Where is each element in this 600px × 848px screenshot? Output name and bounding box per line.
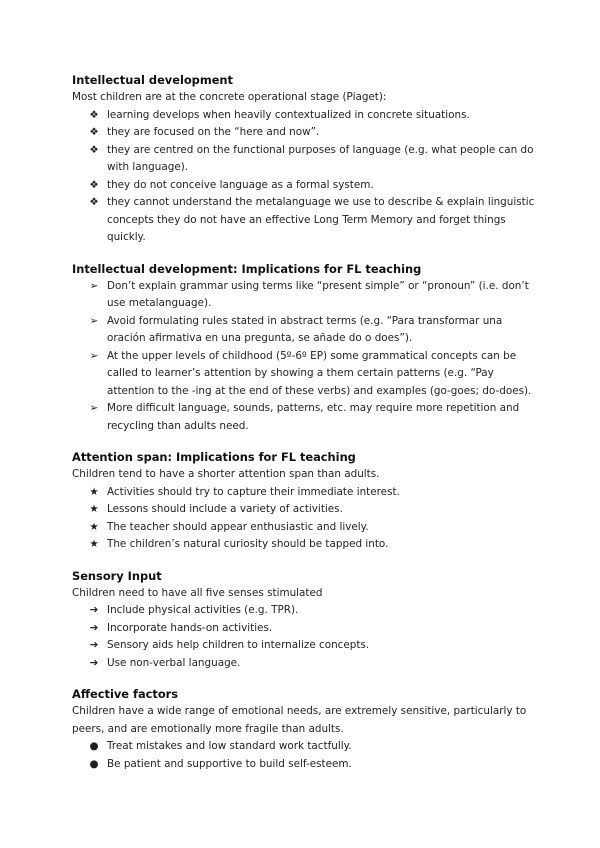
- list-item: [72, 738, 540, 756]
- section-heading: Affective factors: [72, 687, 179, 701]
- arrow-bullet-icon: ➔: [89, 604, 99, 616]
- list-item-text: More difficult language, sounds, patterns, etc. may require more repetition and recycling than adults need.: [107, 402, 520, 432]
- section-intro: Children have a wide range of emotional needs, are extremely sensitive, particularly to peers, and are emotionally more fragile than adults.: [72, 705, 527, 735]
- star-bullet-icon: ★: [89, 485, 99, 498]
- bullet-list: [72, 278, 540, 436]
- section-heading: Intellectual development: [72, 73, 233, 87]
- list-item-text: Incorporate hands-on activities.: [107, 621, 273, 634]
- arrow-bullet-icon: ➔: [89, 621, 99, 634]
- list-item-text: Be patient and supportive to build self-esteem.: [107, 757, 352, 770]
- arrowhead-bullet-icon: ➢: [89, 279, 99, 292]
- diamond-cross-bullet-icon: ❖: [89, 196, 99, 208]
- list-item: [72, 313, 540, 348]
- list-item: [72, 519, 540, 537]
- list-item: [72, 756, 540, 774]
- section-heading: Attention span: Implications for FL teaching: [72, 450, 356, 464]
- bullet-list: [72, 107, 540, 247]
- arrowhead-bullet-icon: ➢: [89, 349, 99, 362]
- list-item-text: learning develops when heavily contextualized in concrete situations.: [107, 108, 470, 121]
- list-item-text: Lessons should include a variety of activities.: [107, 503, 343, 515]
- list-item: [72, 536, 540, 554]
- diamond-cross-bullet-icon: ❖: [89, 178, 99, 191]
- arrowhead-bullet-icon: ➢: [89, 402, 99, 414]
- diamond-cross-bullet-icon: ❖: [89, 108, 99, 121]
- dot-bullet-icon: ●: [89, 740, 99, 752]
- section-attention-span: [72, 449, 540, 554]
- star-bullet-icon: ★: [89, 520, 99, 533]
- list-item: [72, 142, 540, 177]
- section-affective-factors: [72, 686, 540, 773]
- list-item-text: Activities should try to capture their immediate interest.: [107, 485, 400, 498]
- list-item-text: The children’s natural curiosity should be tapped into.: [107, 538, 389, 550]
- diamond-cross-bullet-icon: ❖: [89, 143, 99, 156]
- list-item-text: Use non-verbal language.: [107, 656, 241, 669]
- section-heading: Intellectual development: Implications for FL teaching: [72, 261, 422, 276]
- arrowhead-bullet-icon: ➢: [89, 314, 99, 327]
- list-item-text: they cannot understand the metalanguage we use to describe & explain linguistic concepts they do not have an effective Long Term Memory and forget things quickly.: [107, 196, 535, 243]
- list-item-text: Sensory aids help children to internalize concepts.: [107, 639, 370, 651]
- bullet-list: [72, 484, 540, 554]
- list-item: [72, 124, 540, 142]
- bullet-list: [72, 738, 540, 773]
- star-bullet-icon: ★: [89, 538, 99, 550]
- list-item-text: Avoid formulating rules stated in abstract terms (e.g. “Para transformar una oración afirmativa en una pregunta, se añade do o does”).: [107, 314, 503, 344]
- list-item: [72, 484, 540, 502]
- list-item: [72, 602, 540, 620]
- star-bullet-icon: ★: [89, 503, 99, 515]
- dot-bullet-icon: ●: [89, 757, 99, 770]
- section-intro: Most children are at the concrete operational stage (Piaget):: [72, 91, 387, 103]
- section-intro: Children tend to have a shorter attention span than adults.: [72, 468, 380, 480]
- list-item: [72, 400, 540, 435]
- section-fl-implications: [72, 261, 540, 436]
- list-item: [72, 177, 540, 195]
- diamond-cross-bullet-icon: ❖: [89, 126, 99, 138]
- list-item-text: they do not conceive language as a formal system.: [107, 178, 374, 191]
- list-item-text: they are centred on the functional purposes of language (e.g. what people can do with language).: [107, 143, 534, 173]
- list-item-text: Don’t explain grammar using terms like “present simple” or “pronoun” (i.e. don’t use metalanguage).: [107, 279, 529, 309]
- list-item: [72, 655, 540, 673]
- section-intro: Children need to have all five senses stimulated: [72, 586, 323, 599]
- list-item-text: they are focused on the “here and now”.: [107, 126, 320, 138]
- bullet-list: [72, 602, 540, 672]
- list-item: [72, 107, 540, 125]
- list-item-text: At the upper levels of childhood (5º-6º EP) some grammatical concepts can be called to learner’s attention by showing a them certain patterns (e.g. “Pay attention to the -ing at the end of these verbs) and examples (go-goes; do-does).: [107, 349, 532, 397]
- list-item: [72, 194, 540, 247]
- list-item-text: The teacher should appear enthusiastic and lively.: [107, 520, 369, 533]
- list-item: [72, 620, 540, 638]
- section-intellectual-development: [72, 72, 540, 247]
- list-item: [72, 637, 540, 655]
- list-item: [72, 278, 540, 313]
- arrow-bullet-icon: ➔: [89, 656, 99, 669]
- list-item: [72, 501, 540, 519]
- arrow-bullet-icon: ➔: [89, 639, 99, 651]
- section-sensory-input: [72, 568, 540, 673]
- list-item: [72, 348, 540, 401]
- list-item-text: Include physical activities (e.g. TPR).: [107, 604, 299, 616]
- list-item-text: Treat mistakes and low standard work tactfully.: [107, 740, 352, 752]
- section-heading: Sensory Input: [72, 568, 162, 583]
